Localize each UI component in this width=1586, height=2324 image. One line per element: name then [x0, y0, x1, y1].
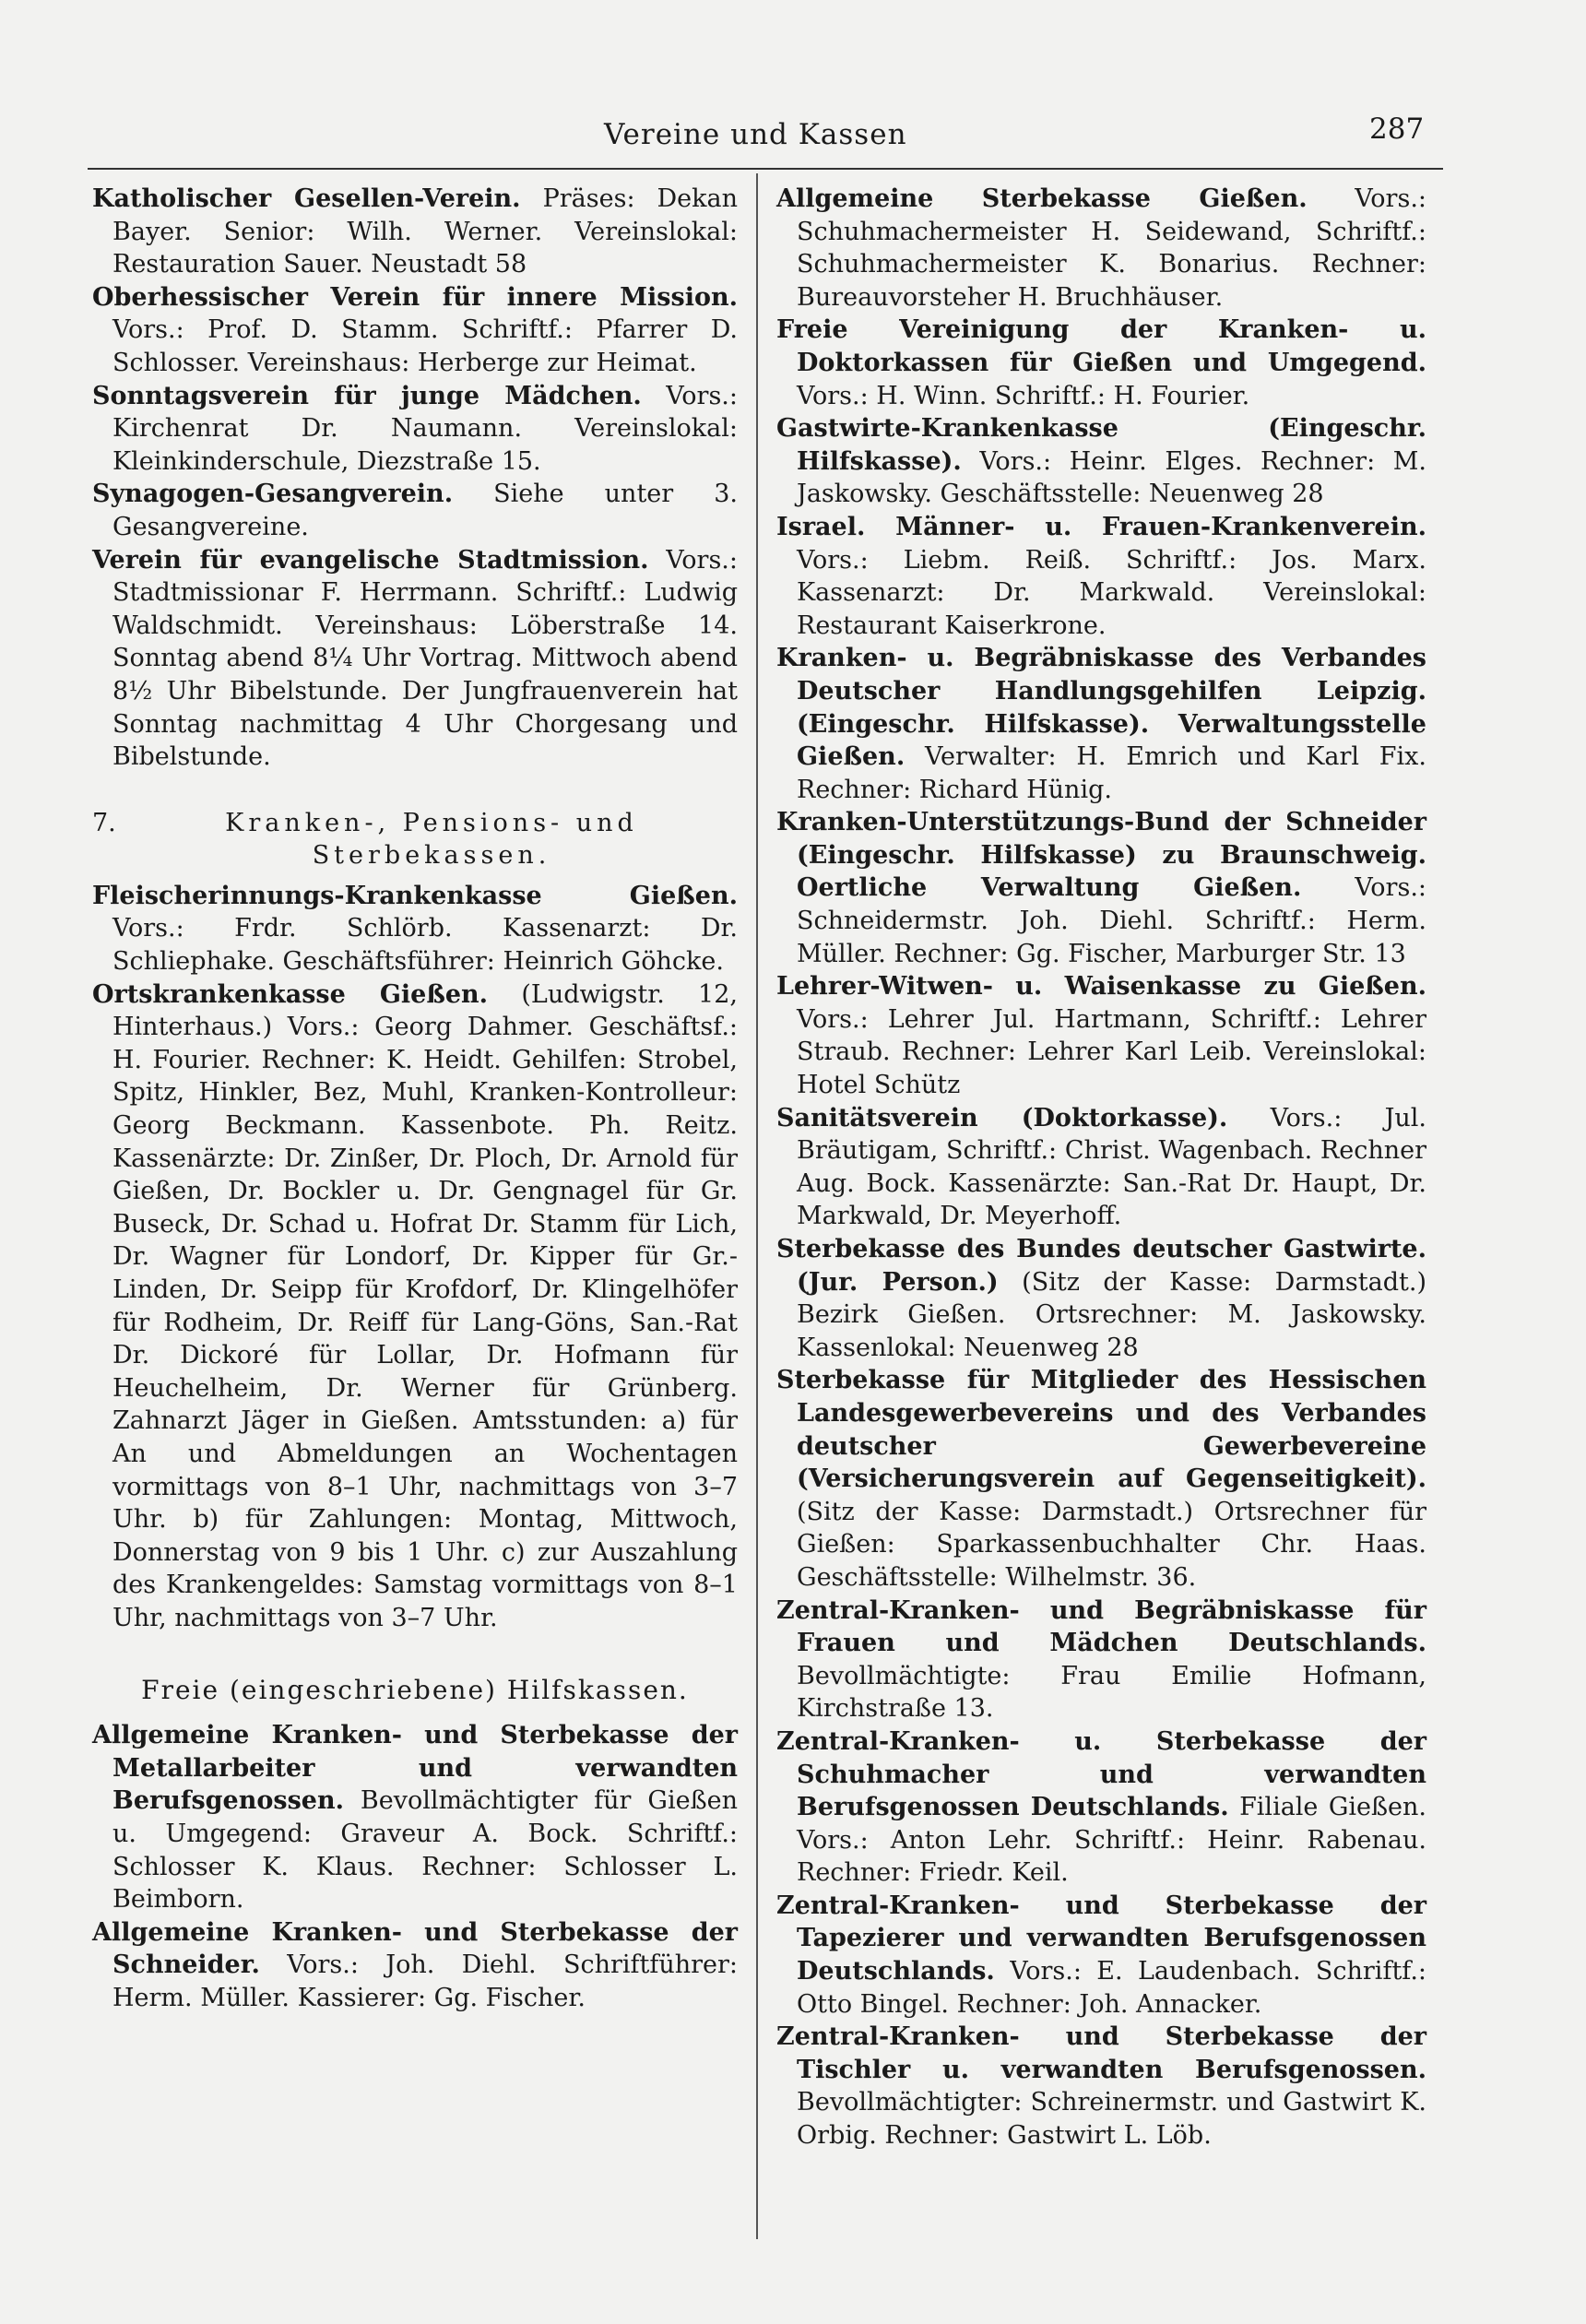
section-heading	[92, 807, 738, 872]
entry: Kranken-Unterstützungs-Bund der Schneider (Eingeschr. Hilfskasse) zu Braunschweig. Oertliche Verwaltung Gießen. Vors.: Schneidermstr. Joh. Diehl. Schriftf.: Herm. Müller. Rechner: Gg. Fischer, Marburger Str. 13	[776, 808, 1426, 968]
entry: Synagogen-Gesangverein. Siehe unter 3. Gesangvereine.	[92, 480, 738, 541]
entry: Freie Vereinigung der Kranken- u. Doktorkassen für Gießen und Umgegend. Vors.: H. Winn. Schriftf.: H. Fourier.	[776, 315, 1426, 410]
entry: Fleischerinnungs-Krankenkasse Gießen. Vors.: Frdr. Schlörb. Kassenarzt: Dr. Schliephake. Geschäftsführer: Heinrich Göhcke.	[92, 881, 738, 977]
subsection-title: Freie (eingeschriebene) Hilfskassen.	[141, 1674, 689, 1705]
page-number: 287	[1369, 113, 1425, 146]
entry: Oberhessischer Verein für innere Mission. Vors.: Prof. D. Stamm. Schriftf.: Pfarrer D. Schlosser. Vereinshaus: Herberge zur Heimat.	[92, 282, 738, 377]
entry: Zentral-Kranken- u. Sterbekasse der Schuhmacher und verwandten Berufsgenossen Deutschlands. Filiale Gießen. Vors.: Anton Lehr. Schriftf.: Heinr. Rabenau. Rechner: Friedr. Keil.	[776, 1726, 1426, 1888]
header-rule	[88, 168, 1443, 170]
entry: Allgemeine Kranken- und Sterbekasse der Metallarbeiter und verwandten Berufsgenossen. Bevollmächtigter für Gießen u. Umgegend: Graveur A. Bock. Schriftf.: Schlosser K. Klaus. Rechner: Schlosser L. Beimborn.	[92, 1721, 738, 1915]
entry: Sterbekasse für Mitglieder des Hessischen Landesgewerbevereins und des Verbandes deutscher Gewerbevereine (Versicherungsverein auf Gegenseitigkeit). (Sitz der Kasse: Darmstadt.) Ortsrechner für Gießen: Sparkassenbuchhalter Chr. Haas. Geschäftsstelle: Wilhelmstr. 36.	[776, 1366, 1426, 1592]
entry: Israel. Männer- u. Frauen-Krankenverein. Vors.: Liebm. Reiß. Schriftf.: Jos. Marx. Kassenarzt: Dr. Markwald. Vereinslokal: Restaurant Kaiserkrone.	[776, 512, 1426, 640]
section-number: 7.	[92, 808, 116, 837]
entry: Gastwirte-Krankenkasse (Eingeschr. Hilfskasse). Vors.: Heinr. Elges. Rechner: M. Jaskowsky. Geschäftsstelle: Neuenweg 28	[776, 414, 1426, 509]
entry: Allgemeine Sterbekasse Gießen. Vors.: Schuhmachermeister H. Seidewand, Schriftf.: Schuhmachermeister K. Bonarius. Rechner: Bureauvorsteher H. Bruchhäuser.	[776, 184, 1426, 312]
entry: Zentral-Kranken- und Sterbekasse der Tischler u. verwandten Berufsgenossen. Bevollmächtigter: Schreinermstr. und Gastwirt K. Orbig. Rechner: Gastwirt L. Löb.	[776, 2022, 1426, 2151]
running-header: Vereine und Kassen	[604, 118, 907, 151]
entry: Kranken- u. Begräbniskasse des Verbandes Deutscher Handlungsgehilfen Leipzig. (Eingeschr. Hilfskasse). Verwaltungsstelle Gießen. Verwalter: H. Emrich und Karl Fix. Rechner: Richard Hünig.	[776, 644, 1426, 804]
left-column	[92, 183, 738, 2014]
entry: Ortskrankenkasse Gießen. (Ludwigstr. 12, Hinterhaus.) Vors.: Georg Dahmer. Geschäftsf.: H. Fourier. Rechner: K. Heidt. Gehilfen: Strobel, Spitz, Hinkler, Bez, Muhl, Kranken-Kontrolleur: Georg Beckmann. Kassenbote. Ph. Reitz. Kassenärzte: Dr. Zinßer, Dr. Ploch, Dr. Arnold für Gießen, Dr. Bockler u. Dr. Gengnagel für Gr. Buseck, Dr. Schad u. Hofrat Dr. Stamm für Lich, Dr. Wagner für Londorf, Dr. Kipper für Gr.-Linden, Dr. Seipp für Krofdorf, Dr. Klingelhöfer für Rodheim, Dr. Reiff für Lang-Göns, San.-Rat Dr. Dickoré für Lollar, Dr. Hofmann für Heuchelheim, Dr. Werner für Grünberg. Zahnarzt Jäger in Gießen. Amtsstunden: a) für An und Abmeldungen an Wochentagen vormittags von 8–1 Uhr, nachmittags von 3–7 Uhr. b) für Zahlungen: Montag, Mittwoch, Donnerstag von 9 bis 1 Uhr. c) zur Auszahlung des Krankengeldes: Samstag vormittags von 8–1 Uhr, nachmittags von 3–7 Uhr.	[92, 979, 738, 1632]
entry: Sterbekasse des Bundes deutscher Gastwirte. (Jur. Person.) (Sitz der Kasse: Darmstadt.) Bezirk Gießen. Ortsrechner: M. Jaskowsky. Kassenlokal: Neuenweg 28	[776, 1235, 1426, 1362]
entry: Sanitätsverein (Doktorkasse). Vors.: Jul. Bräutigam, Schriftf.: Christ. Wagenbach. Rechner Aug. Bock. Kassenärzte: San.-Rat Dr. Haupt, Dr. Markwald, Dr. Meyerhoff.	[776, 1103, 1426, 1231]
entry: Katholischer Gesellen-Verein. Präses: Dekan Bayer. Senior: Wilh. Werner. Vereinslokal: Restauration Sauer. Neustadt 58	[92, 184, 738, 279]
right-column	[776, 183, 1426, 2152]
entry: Zentral-Kranken- und Begräbniskasse für Frauen und Mädchen Deutschlands. Bevollmächtigte: Frau Emilie Hofmann, Kirchstraße 13.	[776, 1595, 1426, 1724]
section-title: Kranken-, Pensions- und Sterbekassen.	[225, 808, 638, 871]
entry: Allgemeine Kranken- und Sterbekasse der Schneider. Vors.: Joh. Diehl. Schriftführer: Herm. Müller. Kassierer: Gg. Fischer.	[92, 1917, 738, 2012]
entry: Sonntagsverein für junge Mädchen. Vors.: Kirchenrat Dr. Naumann. Vereinslokal: Kleinkinderschule, Diezstraße 15.	[92, 381, 738, 476]
entry: Verein für evangelische Stadtmission. Vors.: Stadtmissionar F. Herrmann. Schriftf.: Ludwig Waldschmidt. Vereinshaus: Löberstraße 14. Sonntag abend 8¼ Uhr Vortrag. Mittwoch abend 8½ Uhr Bibelstunde. Der Jungfrauenverein hat Sonntag nachmittag 4 Uhr Chorgesang und Bibelstunde.	[92, 545, 738, 772]
entry: Lehrer-Witwen- u. Waisenkasse zu Gießen. Vors.: Lehrer Jul. Hartmann, Schriftf.: Lehrer Straub. Rechner: Lehrer Karl Leib. Vereinslokal: Hotel Schütz	[776, 972, 1426, 1100]
column-divider	[756, 173, 758, 2239]
entry: Zentral-Kranken- und Sterbekasse der Tapezierer und verwandten Berufsgenossen Deutschlands. Vors.: E. Laudenbach. Schriftf.: Otto Bingel. Rechner: Joh. Annacker.	[776, 1891, 1426, 2019]
